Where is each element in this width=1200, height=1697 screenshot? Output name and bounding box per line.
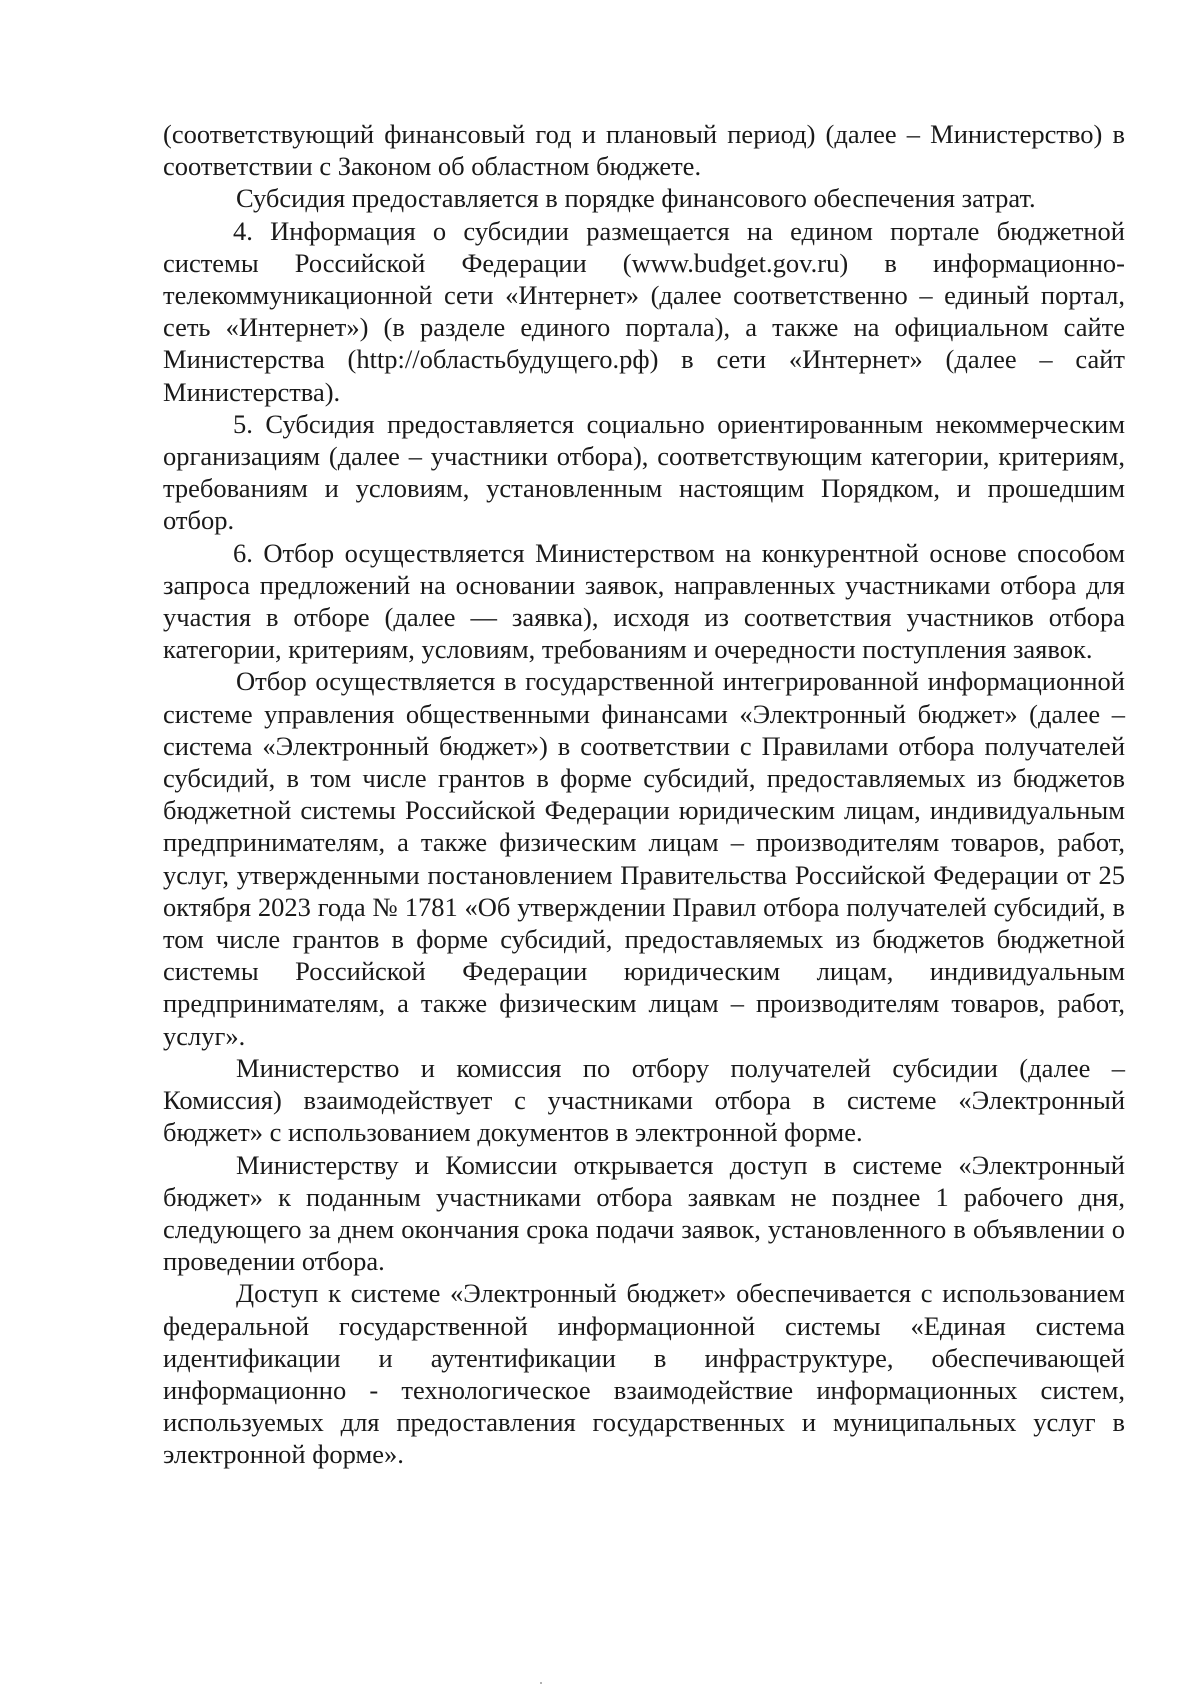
paragraph-selection-system: Отбор осуществляется в государственной интегрированной информационной системе управления общественными финансами «Электронный бюджет» (далее – система «Электронный бюджет») в соответствии с Правилами отбора получателей субсидий, в том числе грантов в форме субсидий, предоставляемых из бюджетов бюджетной системы Российской Федерации юридическим лицам, индивидуальным предпринимателям, а также физическим лицам – производителям товаров, работ, услуг, утвержденными постановлением Правительства Российской Федерации от 25 октября 2023 года № 1781 «Об утверждении Правил отбора получателей субсидий, в том числе грантов в форме субсидий, предоставляемых из бюджетов бюджетной системы Российской Федерации юридическим лицам, индивидуальным предпринимателям, а также физическим лицам – производителям товаров, работ, услуг». [163,666,1125,1051]
paragraph-esia: Доступ к системе «Электронный бюджет» обеспечивается с использованием федеральной государственной информационной системы «Единая система идентификации и аутентификации в инфраструктуре, обеспечивающей информационно - технологическое взаимодействие информационных систем, используемых для предоставления государственных и муниципальных услуг в электронной форме». [163,1278,1125,1470]
paragraph-commission: Министерство и комиссия по отбору получателей субсидии (далее – Комиссия) взаимодействует с участниками отбора в системе «Электронный бюджет» с использованием документов в электронной форме. [163,1052,1125,1148]
scan-speck [540,1682,542,1684]
paragraph-access: Министерству и Комиссии открывается доступ в системе «Электронный бюджет» к поданным участниками отбора заявкам не позднее 1 рабочего дня, следующего за днем окончания срока подачи заявок, установленного в объявлении о проведении отбора. [163,1149,1125,1277]
paragraph-continuation: (соответствующий финансовый год и плановый период) (далее – Министерство) в соответствии с Законом об областном бюджете. [163,119,1125,182]
paragraph-item-4: 4. Информация о субсидии размещается на едином портале бюджетной системы Российской Федерации (www.budget.gov.ru) в информационно-телекоммуникационной сети «Интернет» (далее соответственно – единый портал, сеть «Интернет») (в разделе единого портала), а также на официальном сайте Министерства (http://областьбудущего.рф) в сети «Интернет» (далее – сайт Министерства). [163,215,1125,407]
paragraph-subsidy-order: Субсидия предоставляется в порядке финансового обеспечения затрат. [236,183,1036,214]
paragraph-item-6: 6. Отбор осуществляется Министерством на конкурентной основе способом запроса предложений на основании заявок, направленных участниками отбора для участия в отборе (далее — заявка), исходя из соответствия участников отбора категории, критериям, условиям, требованиям и очередности поступления заявок. [163,537,1125,665]
paragraph-item-5: 5. Субсидия предоставляется социально ориентированным некоммерческим организациям (далее – участники отбора), соответствующим категории, критериям, требованиям и условиям, установленным настоящим Порядком, и прошедшим отбор. [163,408,1125,536]
document-body [163,118,1125,1471]
